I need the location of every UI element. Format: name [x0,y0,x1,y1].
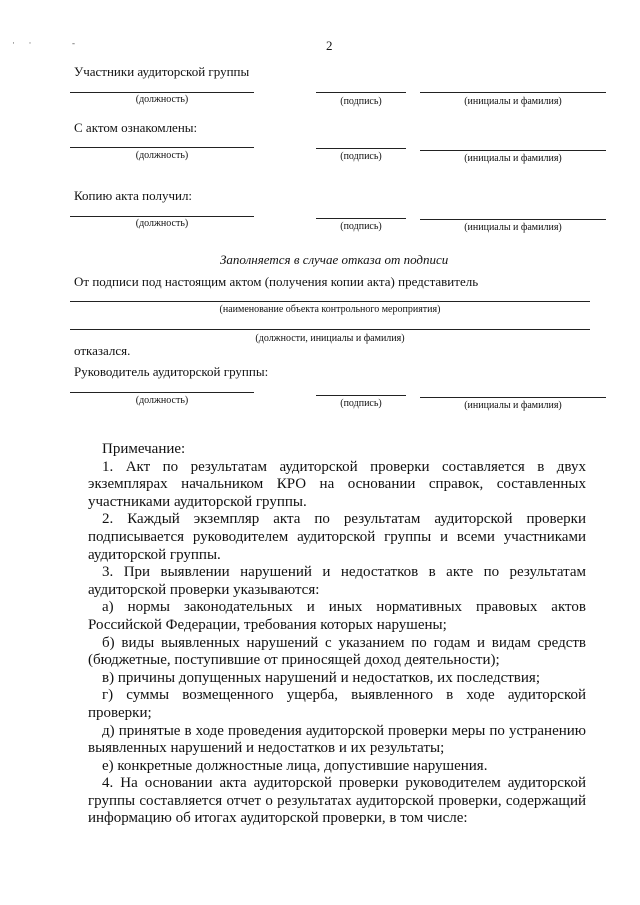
note-subitem-d: д) принятые в ходе проведения аудиторской проверки меры по устранению выявленных нарушений и недостатков и их результаты; [88,722,586,757]
signature-line [316,92,406,93]
positions-initials-caption: (должности, инициалы и фамилия) [255,333,405,344]
initials-caption: (инициалы и фамилия) [464,400,562,411]
position-line [70,92,254,93]
initials-caption: (инициалы и фамилия) [464,96,562,107]
note-item-1: 1. Акт по результатам аудиторской проверки составляется в двух экземплярах начальником КРО на основании справок, составленных участниками аудиторской группы. [88,458,586,510]
note-subitem-e: е) конкретные должностные лица, допустившие нарушения. [102,757,488,774]
acquainted-label: С актом ознакомлены: [74,120,198,135]
note-item-4: 4. На основании акта аудиторской проверки руководителем аудиторской группы составляется отчет о результатах аудиторской проверки, содержащий информацию об итогах аудиторской проверки, в том числе: [88,775,586,827]
head-label: Руководитель аудиторской группы: [74,364,269,379]
note-item-2: 2. Каждый экземпляр акта по результатам аудиторской проверки подписывается руководителем аудиторской группы и всеми участниками аудиторской группы. [88,511,586,563]
refusal-text: От подписи под настоящим актом (получения копии акта) представитель [74,274,479,289]
note-title: Примечание: [102,441,186,457]
signature-caption: (подпись) [340,96,382,107]
refused-label: отказался. [74,343,131,358]
position-caption: (должность) [135,150,189,161]
signature-line [316,218,406,219]
scan-specks: · · - [12,38,75,48]
note-block [88,441,586,828]
signature-caption: (подпись) [340,398,382,409]
position-line [70,392,254,393]
initials-caption: (инициалы и фамилия) [464,222,562,233]
note-subitem-b: б) виды выявленных нарушений с указанием по годам и видам средств (бюджетные, поступившие от приносящей доход деятельности); [88,634,586,669]
signature-line [316,148,406,149]
note-subitem-v: в) причины допущенных нарушений и недостатков, их последствия; [102,669,540,686]
position-caption: (должность) [135,218,189,229]
position-line [70,216,254,217]
page-number: 2 [326,38,333,53]
object-name-line [70,301,590,302]
note-subitem-g: г) суммы возмещенного ущерба, выявленного в ходе аудиторской проверки; [88,687,586,721]
initials-line [420,397,606,398]
signature-caption: (подпись) [340,151,382,162]
object-name-caption: (наименование объекта контрольного мероприятия) [219,304,441,315]
signature-caption: (подпись) [340,221,382,232]
note-subitem-a: а) нормы законодательных и иных нормативных правовых актов Российской Федерации, требования которых нарушены; [88,599,586,633]
position-caption: (должность) [135,395,189,406]
initials-line [420,219,606,220]
initials-line [420,150,606,151]
initials-line [420,92,606,93]
position-line [70,147,254,148]
auditors-label: Участники аудиторской группы [74,64,250,79]
note-item-3: 3. При выявлении нарушений и недостатков в акте по результатам аудиторской проверки указываются: [88,564,586,598]
initials-caption: (инициалы и фамилия) [464,153,562,164]
position-caption: (должность) [135,94,189,105]
signature-line [316,395,406,396]
copy-received-label: Копию акта получил: [74,188,193,203]
positions-line [70,329,590,330]
refusal-title: Заполняется в случае отказа от подписи [220,252,449,267]
